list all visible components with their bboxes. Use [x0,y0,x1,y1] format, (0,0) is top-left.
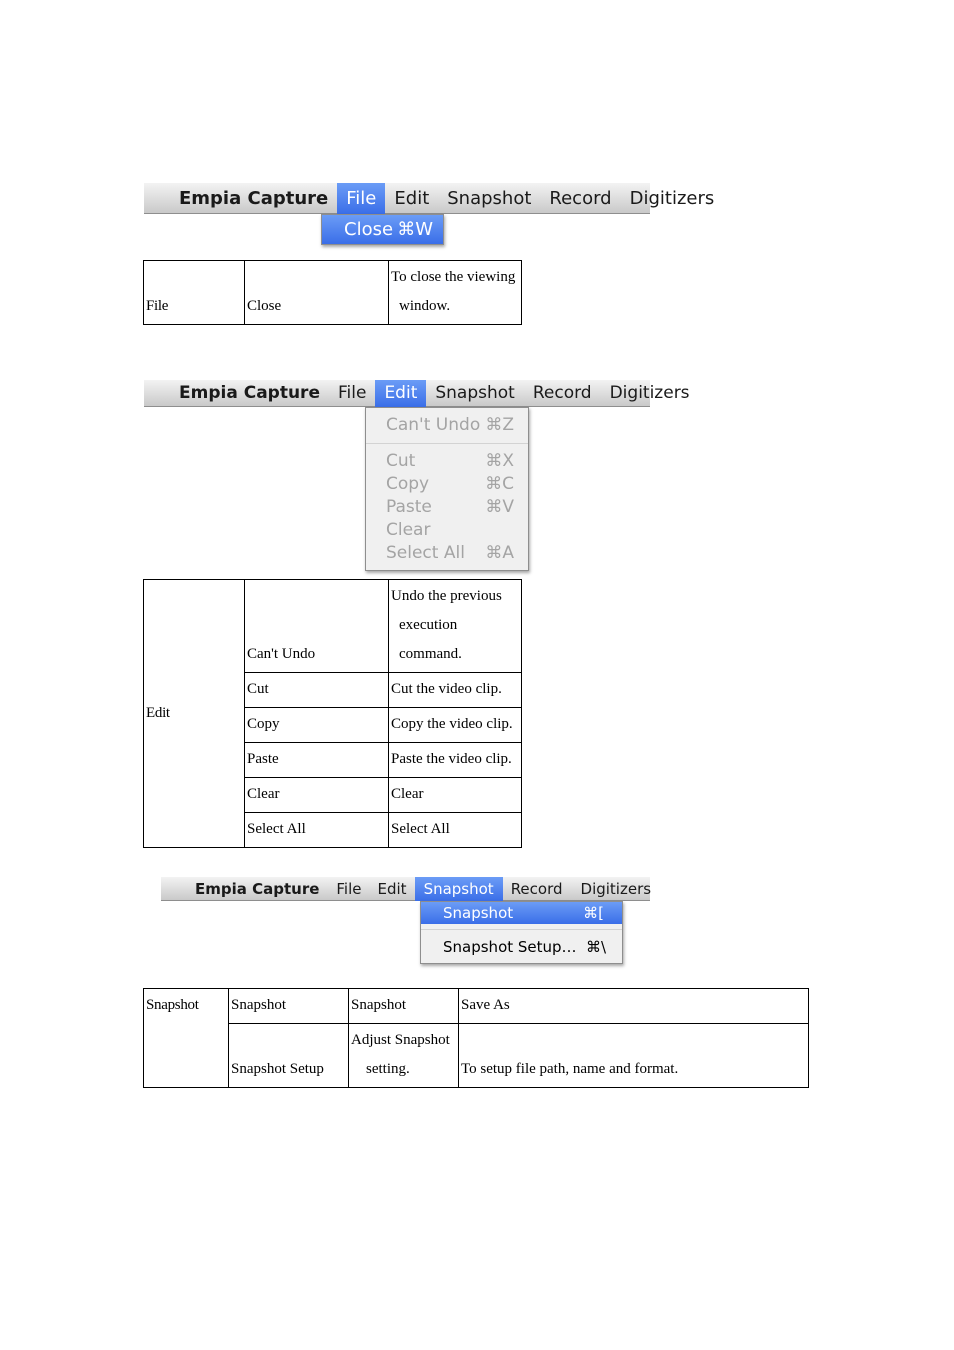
item-cell: Can't Undo [245,580,389,673]
item-cell: Paste [245,743,389,778]
menu-item-clear[interactable] [366,518,528,541]
description-cell: Cut the video clip. [389,673,522,708]
menu-separator [421,929,622,930]
item-cell: Snapshot [229,989,349,1024]
menu-file[interactable]: File [337,382,367,403]
menu-item-cut[interactable] [366,449,528,472]
menu-item-paste[interactable] [366,495,528,518]
menu-record[interactable]: Record [510,879,563,898]
description-cell [389,261,522,325]
description-cell [389,580,522,673]
menu-snapshot[interactable]: Snapshot [447,187,532,209]
edit-dropdown [365,407,529,571]
item-cell: Close [245,261,389,325]
menu-record[interactable]: Record [532,382,592,403]
menu-record[interactable]: Record [549,187,612,209]
menu-item-label: Copy [386,473,430,494]
file-table [143,260,522,325]
item-cell: Cut [245,673,389,708]
menu-item-label: Snapshot Setup… [443,938,577,956]
menubar-snapshot [161,877,650,901]
menu-item-label: Close [344,219,394,240]
menu-item-close[interactable] [322,215,443,244]
description-line: Undo the previous [391,588,502,604]
description-cell: Paste the video clip. [389,743,522,778]
description-cell: Copy the video clip. [389,708,522,743]
item-cell: Snapshot Setup [229,1024,349,1088]
menu-snapshot[interactable]: Snapshot [435,382,515,403]
description-line: execution [399,617,458,633]
item-cell: Copy [245,708,389,743]
menu-item-label: Clear [386,519,431,540]
shortcut-label: ⌘A [485,542,514,563]
menu-item-select-all[interactable] [366,541,528,564]
description-cell: To setup file path, name and format. [459,1024,809,1088]
menu-file[interactable]: File [337,183,385,214]
menu-cell: Edit [144,580,245,848]
menu-item-label: Cut [386,450,416,471]
function-cell: Snapshot [349,989,459,1024]
app-name[interactable]: Empia Capture [195,879,320,898]
function-line: setting. [366,1061,410,1077]
menu-digitizers[interactable]: Digitizers [629,187,715,209]
menubar-edit [144,380,690,407]
menu-edit[interactable]: Edit [377,879,407,898]
description-line: window. [399,298,451,314]
item-cell: Clear [245,778,389,813]
snapshot-dropdown [420,901,623,964]
menu-item-snapshot[interactable] [421,902,622,924]
menu-item-cant-undo[interactable] [366,412,528,438]
edit-table [143,579,522,848]
menu-file[interactable]: File [336,879,362,898]
menu-item-label: Select All [386,542,465,563]
menu-digitizers[interactable]: Digitizers [580,879,652,898]
menu-item-copy[interactable] [366,472,528,495]
snapshot-table [143,988,809,1088]
menu-snapshot[interactable]: Snapshot [415,877,503,901]
app-name[interactable]: Empia Capture [179,383,320,403]
description-line: command. [399,646,462,662]
item-cell: Select All [245,813,389,848]
menu-edit[interactable]: Edit [394,187,430,209]
description-cell: Clear [389,778,522,813]
shortcut-label: ⌘Z [485,415,514,435]
app-name[interactable]: Empia Capture [179,187,329,209]
function-cell [349,1024,459,1088]
menu-edit[interactable]: Edit [375,380,426,407]
shortcut-label: ⌘[ [583,904,604,922]
function-line: Adjust Snapshot [351,1032,450,1048]
file-dropdown [321,214,444,245]
menubar-file [144,183,715,214]
menu-item-label: Paste [386,496,432,517]
shortcut-label: ⌘C [485,473,514,494]
menu-cell: File [144,261,245,325]
menu-separator [366,443,528,444]
shortcut-label: ⌘W [397,219,433,240]
description-cell: Select All [389,813,522,848]
shortcut-label: ⌘\ [585,938,606,956]
shortcut-label: ⌘X [485,450,514,471]
description-cell: Save As [459,989,809,1024]
description-line: To close the viewing [391,269,516,285]
menu-cell: Snapshot [144,989,229,1088]
menu-item-label: Snapshot [443,904,514,922]
menu-digitizers[interactable]: Digitizers [609,382,690,403]
shortcut-label: ⌘V [485,496,514,517]
menu-item-label: Can't Undo [386,415,481,435]
menu-item-snapshot-setup[interactable] [421,935,622,959]
